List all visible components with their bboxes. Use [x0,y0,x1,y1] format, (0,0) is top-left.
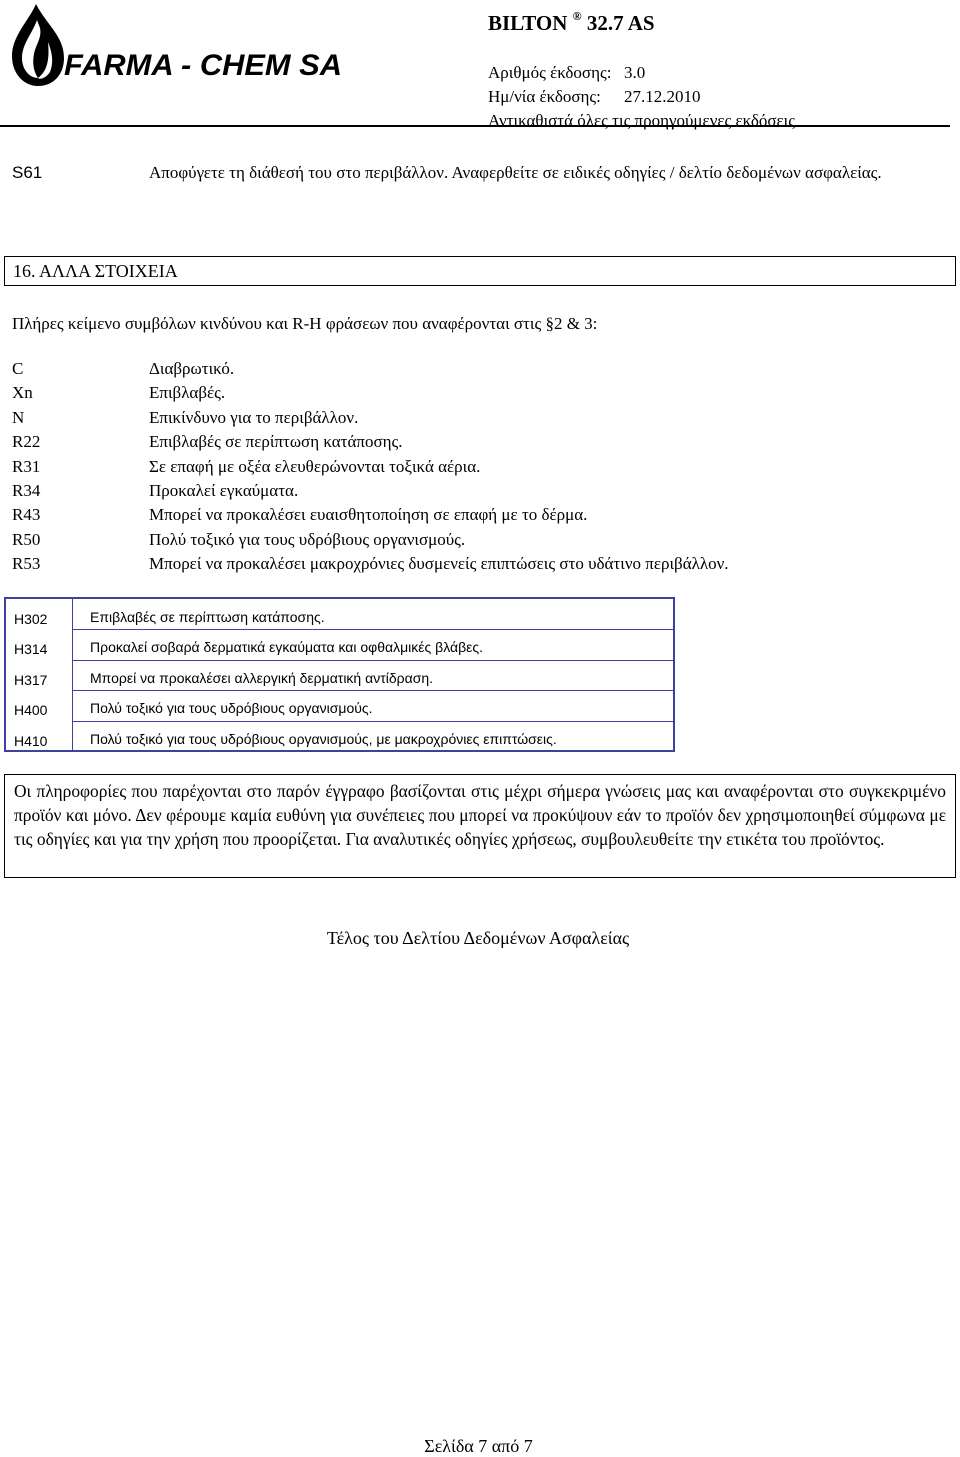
section-intro: Πλήρες κείμενο συμβόλων κινδύνου και R-H φράσεων που αναφέρονται στις §2 & 3: [12,314,598,333]
end-note [0,926,960,950]
product-title [488,4,958,37]
phrase-text: Σε επαφή με οξέα ελευθερώνονται τοξικά αέρια. [149,456,481,476]
table-row-divider [72,721,673,722]
date-label: Ημ/νία έκδοσης: [488,87,601,106]
phrase-code: H314 [14,641,48,658]
phrase-code: R31 [12,456,41,476]
page-footer [0,1436,960,1457]
document-header [488,4,958,133]
r-phrase-row [12,552,912,576]
table-row-divider [72,660,673,661]
header-divider [0,125,950,127]
h-phrase-row [6,660,673,690]
registered-mark: ® [572,9,582,23]
table-row-divider [72,629,673,630]
phrase-text: Επιβλαβές σε περίπτωση κατάποσης. [90,609,325,625]
h-phrase-table [4,597,675,752]
phrase-code: R50 [12,529,41,549]
phrase-code: S61 [12,163,43,182]
phrase-text: Αποφύγετε τη διάθεσή του στο περιβάλλον. Αναφερθείτε σε ειδικές οδηγίες / δελτίο δεδομένων ασφαλείας. [149,163,882,182]
phrase-code: R43 [12,505,41,525]
phrase-code: H410 [14,732,48,749]
phrase-text: Πολύ τοξικό για τους υδρόβιους οργανισμούς. [90,700,373,717]
phrase-text: Μπορεί να προκαλέσει μακροχρόνιες δυσμενείς επιπτώσεις στο υδάτινο περιβάλλον. [149,554,729,574]
r-phrase-row [12,381,912,405]
phrase-text: Προκαλεί σοβαρά δερματικά εγκαύματα και οφθαλμικές βλάβες. [90,639,484,656]
phrase-text: Επιβλαβές σε περίπτωση κατάποσης. [149,432,403,452]
version-row [488,61,958,85]
phrase-text: Διαβρωτικό. [149,359,235,378]
phrase-text: Πολύ τοξικό για τους υδρόβιους οργανισμούς. [149,529,466,549]
r-phrase-row [12,503,912,527]
phrase-code: H400 [14,702,48,719]
date-value: 27.12.2010 [624,87,701,106]
phrase-code: H302 [14,611,48,627]
phrase-code: R53 [12,554,41,574]
end-note-text: Τέλος του Δελτίου Δεδομένων Ασφαλείας [326,928,630,948]
r-phrase-list [12,357,912,577]
r-phrase-row [12,430,912,454]
phrase-code: H317 [14,671,48,688]
phrase-text: Μπορεί να προκαλέσει αλλεργική δερματική αντίδραση. [90,669,434,686]
product-name: BILTON [488,11,568,35]
page-number: Σελίδα 7 από 7 [424,1436,533,1456]
phrase-code: Xn [12,383,33,403]
phrase-text: Προκαλεί εγκαύματα. [149,480,299,500]
phrase-text: Μπορεί να προκαλέσει ευαισθητοποίηση σε επαφή με το δέρμα. [149,505,588,525]
phrase-text: Πολύ τοξικό για τους υδρόβιους οργανισμούς, με μακροχρόνιες επιπτώσεις. [90,730,557,747]
logo-text: FARMA - CHEM SA [64,49,342,82]
version-value: 3.0 [624,63,646,82]
phrase-code: R34 [12,480,41,500]
r-phrase-row [12,357,912,381]
date-row [488,85,958,109]
phrase-code: C [12,359,24,378]
phrase-code: N [12,407,25,427]
phrase-text: Επιβλαβές. [149,383,226,403]
phrase-code: R22 [12,432,41,452]
phrase-text: Επικίνδυνο για το περιβάλλον. [149,407,359,427]
r-phrase-row [12,455,912,479]
h-phrase-row [6,599,673,629]
r-phrase-row [12,479,912,503]
h-phrase-row [6,629,673,659]
r-phrase-row [12,528,912,552]
r-phrase-row [12,406,912,430]
table-row-divider [72,690,673,691]
product-code: 32.7 AS [586,11,655,35]
h-phrase-row [6,721,673,751]
company-logo [4,2,349,88]
version-label: Αριθμός έκδοσης: [488,63,612,82]
h-phrase-row [6,690,673,720]
s61-phrase [12,160,948,185]
section-title: 16. ΑΛΛΑ ΣΤΟΙΧΕΙΑ [13,261,178,281]
supersedes-note: Αντικαθιστά όλες τις προηγούμενες εκδόσεις [488,111,795,130]
section-16-heading [4,256,956,286]
disclaimer: Οι πληροφορίες που παρέχονται στο παρόν έγγραφο βασίζονται στις μέχρι σήμερα γνώσεις μας και αναφέρονται στο συγκεκριμένο προϊόν και μόνο. Δεν φέρουμε καμία ευθύνη για συνέπειες που μπορεί να προκύψουν εάν το προϊόν δεν χρησιμοποιηθεί σύμφωνα με τις οδηγίες και για την χρήση που προορίζεται. Για αναλυτικές οδηγίες χρήσεως, συμβουλευθείτε την ετικέτα του προϊόντος. [4,774,956,878]
